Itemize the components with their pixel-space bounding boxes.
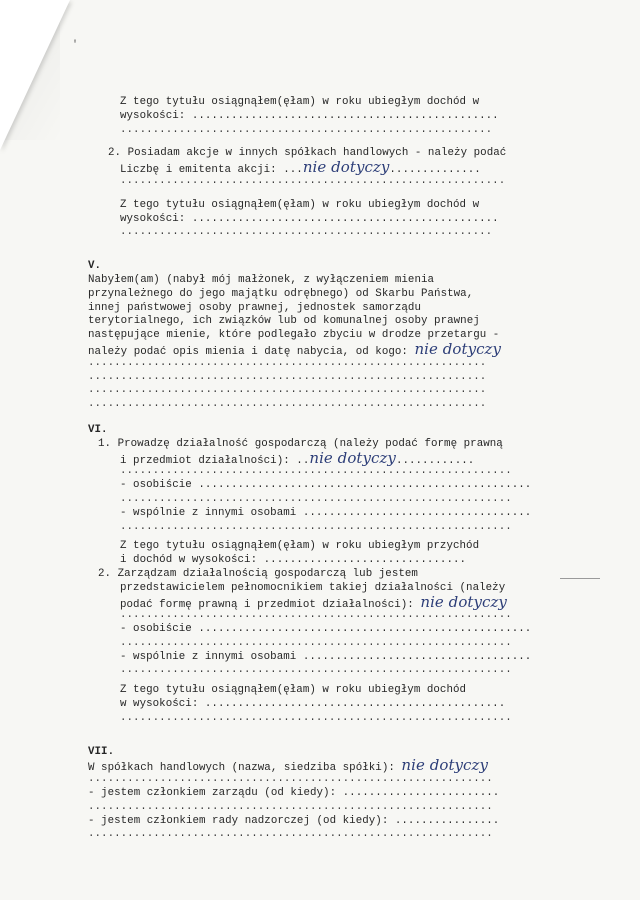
dotted-line: ............................................................. bbox=[88, 398, 487, 411]
scan-stray-line bbox=[560, 578, 600, 579]
text-line: - wspólnie z innymi osobami ................................... bbox=[120, 506, 532, 519]
text-line-with-handwriting bbox=[98, 592, 528, 611]
spacer bbox=[98, 189, 528, 199]
spacer bbox=[98, 137, 528, 147]
text-segment: .............. bbox=[389, 164, 481, 177]
text-line: Nabyłem(am) (nabył mój małżonek, z wyłączeniem mienia bbox=[88, 273, 435, 286]
page-fold-corner bbox=[0, 0, 70, 150]
text-line-with-handwriting bbox=[98, 158, 528, 177]
dotted-line: ......................................................... bbox=[120, 226, 493, 239]
text-line: następujące mienie, które podlegało zbyciu w drodze przetargu - bbox=[88, 329, 500, 342]
section-heading-v: V. bbox=[88, 260, 102, 273]
text-line: wysokości: ............................................... bbox=[120, 109, 499, 122]
text-line-with-handwriting bbox=[88, 339, 528, 358]
dotted-line: ............................................................. bbox=[88, 384, 487, 397]
text-line: i dochód w wysokości: ............................... bbox=[120, 554, 467, 567]
declaration-text bbox=[88, 96, 532, 842]
text-line: wysokości: ............................................... bbox=[120, 212, 499, 225]
dotted-line: ............................................................ bbox=[120, 711, 512, 724]
text-line: innej państwowej osoby prawnej, jednostek samorządu bbox=[88, 301, 421, 314]
text-line-with-handwriting bbox=[98, 448, 528, 467]
text-line: terytorialnego, ich związków lub od komunalnej osoby prawnej bbox=[88, 315, 480, 328]
dotted-line: ............................................................ bbox=[120, 492, 512, 505]
dotted-line: ........................................................... bbox=[120, 174, 506, 187]
dotted-line: ............................................................ bbox=[120, 609, 512, 622]
dotted-line: ............................................................ bbox=[120, 520, 512, 533]
dotted-line: .............................................................. bbox=[88, 773, 493, 786]
text-segment: należy podać opis mienia i datę nabycia, od kogo: bbox=[88, 345, 408, 358]
text-segment: podać formę prawną i przedmiot działalności): bbox=[120, 598, 414, 611]
text-line: - osobiście ................................................... bbox=[120, 479, 532, 492]
handwritten-answer: nie dotyczy bbox=[309, 448, 396, 467]
spacer bbox=[98, 412, 528, 422]
spacer bbox=[98, 726, 528, 744]
text-line: - osobiście ................................................... bbox=[120, 623, 532, 636]
spacer bbox=[98, 240, 528, 258]
section-heading-vii: VII. bbox=[88, 745, 115, 758]
dotted-line: ......................................................... bbox=[120, 123, 493, 136]
text-segment: i przedmiot działalności): .. bbox=[120, 454, 310, 467]
text-line: Z tego tytułu osiągnąłem(ęłam) w roku ubiegłym dochód w bbox=[120, 198, 480, 211]
text-line: 2. Posiadam akcje w innych spółkach handlowych - należy podać bbox=[108, 147, 507, 160]
dotted-line: ............................................................. bbox=[88, 356, 487, 369]
text-line: Z tego tytułu osiągnąłem(ęłam) w roku ubiegłym przychód bbox=[120, 540, 480, 553]
handwritten-answer: nie dotyczy bbox=[414, 339, 502, 358]
text-segment: ............ bbox=[395, 454, 475, 467]
text-segment: Liczbę i emitenta akcji: ... bbox=[120, 164, 303, 177]
text-line: - wspólnie z innymi osobami ................................... bbox=[120, 650, 532, 663]
text-line: 2. Zarządzam działalnością gospodarczą lub jestem bbox=[98, 567, 418, 580]
text-line: Z tego tytułu osiągnąłem(ęłam) w roku ubiegłym dochód w bbox=[120, 96, 480, 108]
text-line: - jestem członkiem rady nadzorczej (od kiedy): ................ bbox=[88, 814, 500, 827]
handwritten-answer: nie dotyczy bbox=[401, 756, 488, 775]
handwritten-answer: nie dotyczy bbox=[420, 592, 507, 611]
text-line: przynależnego do jego majątku odrębnego) od Skarbu Państwa, bbox=[88, 287, 474, 300]
text-line: przedstawicielem pełnomocnikiem takiej działalności (należy bbox=[120, 581, 506, 594]
dotted-line: ............................................................ bbox=[120, 636, 512, 649]
dotted-line: ............................................................ bbox=[120, 465, 512, 478]
text-line: 1. Prowadzę działalność gospodarczą (należy podać formę prawną bbox=[98, 437, 503, 450]
dotted-line: .............................................................. bbox=[88, 800, 493, 813]
text-segment: W spółkach handlowych (nazwa, siedziba spółki): bbox=[88, 762, 395, 775]
text-line: w wysokości: .............................................. bbox=[120, 698, 506, 711]
scan-mark: ' bbox=[72, 40, 79, 51]
text-line: - jestem członkiem zarządu (od kiedy): ........................ bbox=[88, 787, 500, 800]
handwritten-answer: nie dotyczy bbox=[302, 158, 390, 177]
text-line: Z tego tytułu osiągnąłem(ęłam) w roku ubiegłym dochód bbox=[120, 684, 467, 697]
section-heading-vi: VI. bbox=[88, 423, 108, 436]
text-line-with-handwriting bbox=[88, 756, 528, 775]
dotted-line: ............................................................ bbox=[120, 664, 512, 677]
dotted-line: ............................................................. bbox=[88, 370, 487, 383]
dotted-line: .............................................................. bbox=[88, 828, 493, 841]
